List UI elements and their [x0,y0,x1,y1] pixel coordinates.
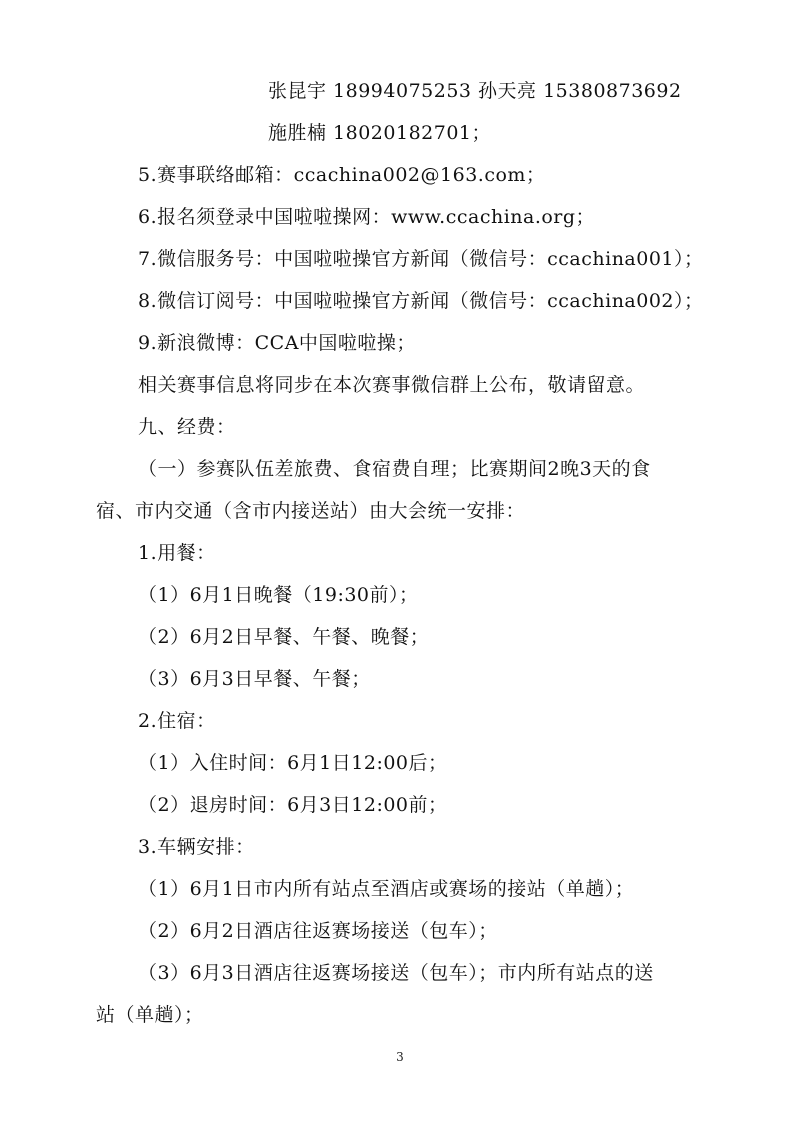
contact-line-2: 施胜楠 18020182701； [268,122,492,144]
meals-heading: 1.用餐： [138,542,216,564]
email-line: 5.赛事联络邮箱：ccachina002@163.com； [138,164,546,186]
meals-item-3: （3）6月3日早餐、午餐； [138,668,371,690]
lodging-heading: 2.住宿： [138,710,216,732]
notice-line: 相关赛事信息将同步在本次赛事微信群上公布，敬请留意。 [138,374,646,396]
vehicle-item-2: （2）6月2日酒店往返赛场接送（包车）； [138,920,498,942]
registration-website-line: 6.报名须登录中国啦啦操网：www.ccachina.org； [138,206,596,228]
vehicle-item-3-line-1: （3）6月3日酒店往返赛场接送（包车）；市内所有站点的送 [138,962,654,984]
meals-item-2: （2）6月2日早餐、午餐、晚餐； [138,626,430,648]
page-number: 3 [396,1050,404,1064]
meals-item-1: （1）6月1日晚餐（19:30前）； [138,584,419,606]
wechat-service-line: 7.微信服务号：中国啦啦操官方新闻（微信号：ccachina001）； [138,248,704,270]
lodging-item-1: （1）入住时间：6月1日12:00后； [138,752,448,774]
funding-paragraph-line-2: 宿、市内交通（含市内接送站）由大会统一安排： [96,500,526,522]
lodging-item-2: （2）退房时间：6月3日12:00前； [138,794,448,816]
weibo-line: 9.新浪微博：CCA中国啦啦操； [138,332,416,354]
funding-paragraph-line-1: （一）参赛队伍差旅费、食宿费自理；比赛期间2晚3天的食 [138,458,651,480]
section-heading-funding: 九、经费： [138,416,236,438]
wechat-subscription-line: 8.微信订阅号：中国啦啦操官方新闻（微信号：ccachina002）； [138,290,704,312]
vehicle-item-3-line-2: 站（单趟）； [96,1004,204,1026]
vehicle-item-1: （1）6月1日市内所有站点至酒店或赛场的接站（单趟）； [138,878,635,900]
contact-line-1: 张昆宇 18994075253 孙天亮 15380873692 [268,80,682,102]
vehicle-heading: 3.车辆安排： [138,836,255,858]
